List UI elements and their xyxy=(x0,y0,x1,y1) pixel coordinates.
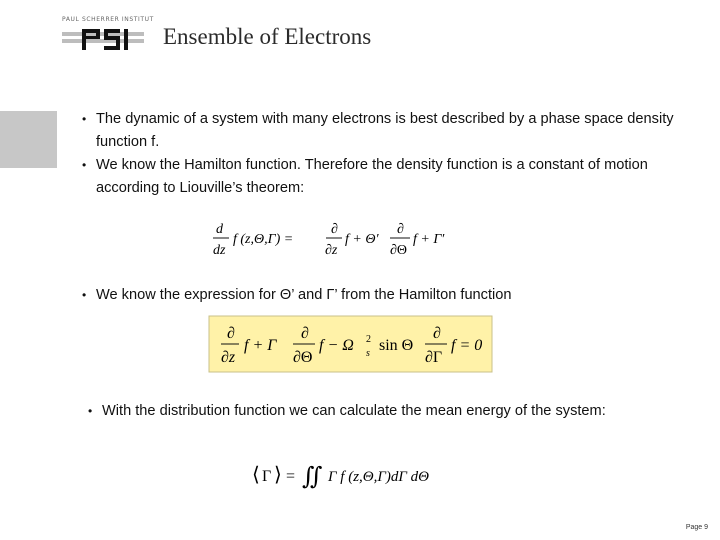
eq2-partial-num-3: ∂ xyxy=(433,325,441,342)
bullet-text: We know the expression for Θ’ and Γ’ from the Hamilton function xyxy=(96,287,512,303)
eq3-gamma: Γ xyxy=(262,468,272,485)
bullet-item-3 xyxy=(82,284,692,307)
side-accent-box xyxy=(0,111,57,168)
page-title: Ensemble of Electrons xyxy=(163,24,372,49)
mean-energy-equation xyxy=(252,457,452,498)
explicit-equation-svg xyxy=(209,316,492,372)
eq2-partial-num-2: ∂ xyxy=(301,325,309,342)
eq3-integral: ∬ xyxy=(302,464,323,490)
eq2-superscript: 2 xyxy=(366,334,371,345)
bullet-marker: • xyxy=(82,158,87,172)
institute-name: PAUL SCHERRER INSTITUT xyxy=(62,16,154,23)
bullet-item-2 xyxy=(82,154,692,200)
eq3-bracket-close: ⟩ xyxy=(274,464,282,486)
eq2-term-4: f = 0 xyxy=(451,337,483,354)
bullet-marker: • xyxy=(82,112,87,126)
psi-logo-mark xyxy=(62,26,144,52)
psi-logo xyxy=(62,16,154,52)
bullet-marker: • xyxy=(88,404,93,418)
eq3-bracket-open: ⟨ xyxy=(252,464,260,486)
eq1-term-2: f + Γ′ xyxy=(413,232,445,247)
page-number: Page 9 xyxy=(685,524,708,531)
eq2-subscript: s xyxy=(366,348,370,359)
explicit-equation xyxy=(209,316,492,377)
bullet-item-1 xyxy=(82,108,692,154)
eq1-partial-num-1: ∂ xyxy=(331,222,338,237)
eq1-partial-den-1: ∂z xyxy=(325,243,338,258)
eq1-d-den: dz xyxy=(213,243,226,258)
eq1-lhs: f (z,Θ,Γ) = xyxy=(233,232,294,247)
eq2-partial-den-1: ∂z xyxy=(221,349,236,366)
bullet-item-4 xyxy=(88,400,608,423)
bullet-text: We know the Hamilton function. Therefore the density function is a constant of motion according to Liouville’s theorem: xyxy=(96,157,648,196)
bullet-marker: • xyxy=(82,288,87,302)
eq1-term-1: f + Θ′ xyxy=(345,232,379,247)
eq2-term-1: f + Γ xyxy=(244,337,277,354)
mean-energy-equation-svg xyxy=(252,457,452,493)
eq2-partial-den-3: ∂Γ xyxy=(425,349,443,366)
eq1-partial-num-2: ∂ xyxy=(397,222,404,237)
eq3-equals: = xyxy=(286,468,296,485)
eq2-term-3: sin Θ xyxy=(379,337,414,354)
eq2-partial-den-2: ∂Θ xyxy=(293,349,313,366)
eq1-partial-den-2: ∂Θ xyxy=(390,243,408,258)
bullet-text: With the distribution function we can calculate the mean energy of the system: xyxy=(102,403,606,419)
eq1-d-num: d xyxy=(216,222,223,237)
liouville-equation-svg xyxy=(212,218,487,260)
eq2-partial-num-1: ∂ xyxy=(227,325,235,342)
eq2-term-2: f − Ω xyxy=(319,337,354,354)
liouville-equation xyxy=(212,218,487,265)
eq3-rhs: Γ f (z,Θ,Γ)dΓ dΘ xyxy=(328,469,430,485)
bullet-text: The dynamic of a system with many electrons is best described by a phase space density function f. xyxy=(96,111,674,150)
